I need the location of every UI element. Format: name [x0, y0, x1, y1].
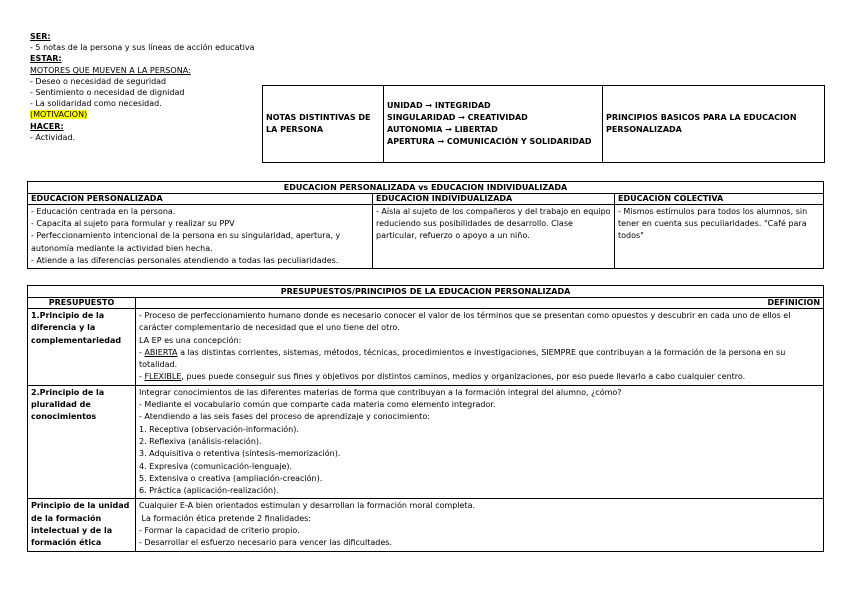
motores-item: - Deseo o necesidad de seguridad	[30, 76, 167, 86]
presupuesto-cell: 1.Principio de la diferencia y la complementariedad	[28, 309, 136, 386]
column-header: PRESUPUESTO	[28, 298, 136, 309]
motores-label: MOTORES QUE MUEVEN A LA PERSONA:	[30, 65, 191, 75]
definicion-line: 1. Receptiva (observación-información).	[139, 424, 299, 434]
hacer-label: HACER:	[30, 121, 64, 131]
column-header: EDUCACION INDIVIDUALIZADA	[373, 194, 615, 205]
personalizada-item: - Atiende a las diferencias personales atendiendo a todas las peculiaridades.	[31, 255, 339, 265]
notas-label: NOTAS DISTINTIVAS DE LA PERSONA	[263, 86, 384, 163]
presupuesto-cell: 2.Principio de la pluralidad de conocimientos	[28, 385, 136, 499]
flexible-text: , pues puede conseguir sus fines y objetivos por distintos caminos, medios y organizaciones, por eso puede llevarlo a cabo cualquier centro.	[181, 372, 746, 382]
definicion-line: Integrar conocimientos de las diferentes materias de forma que contribuyan a la formación integral del alumno, ¿cómo?	[139, 387, 622, 397]
bullet-prefix: -	[139, 372, 145, 382]
definicion-cell	[136, 309, 824, 386]
personalizada-item: - Perfeccionamiento intencional de la persona en su singularidad, apertura, y autonomía mediante la actividad bien hecha.	[31, 231, 341, 253]
motivacion-highlight: (MOTIVACION)	[30, 110, 88, 120]
principios-basicos: PRINCIPIOS BASICOS PARA LA EDUCACION PERSONALIZADA	[603, 86, 825, 163]
definicion-line: La formación ética pretende 2 finalidades:	[139, 513, 311, 523]
ser-item: - 5 notas de la persona y sus líneas de acción educativa	[30, 43, 255, 53]
notas-list	[384, 86, 603, 163]
estar-label: ESTAR:	[30, 54, 62, 64]
nota-line: APERTURA → COMUNICACIÓN Y SOLIDARIDAD	[387, 137, 592, 147]
definicion-line: - Formar la capacidad de criterio propio.	[139, 526, 300, 536]
abierta-line	[139, 347, 820, 372]
definicion-line: 5. Extensiva o creativa (ampliación-creación).	[139, 473, 323, 483]
nota-line: AUTONOMIA → LIBERTAD	[387, 125, 498, 134]
hacer-item: - Actividad.	[30, 132, 76, 142]
colectiva-cell: - Mismos estímulos para todos los alumnos, sin tener en cuenta sus peculiaridades. "Café para todos"	[615, 205, 824, 269]
intro-notes	[30, 31, 254, 143]
presupuestos-table	[27, 285, 824, 552]
notas-distintivas-table	[262, 85, 825, 163]
definicion-cell	[136, 499, 824, 551]
definicion-line: - Mediante el vocabulario común que comparte cada materia como elemento integrador.	[139, 400, 496, 410]
table-row	[28, 385, 824, 499]
bullet-prefix: -	[139, 347, 145, 357]
definicion-line: LA EP es una concepción:	[139, 335, 242, 345]
table-title: PRESUPUESTOS/PRINCIPIOS DE LA EDUCACION PERSONALIZADA	[28, 286, 824, 298]
definicion-line: - Atendiendo a las seis fases del proceso de aprendizaje y conocimiento:	[139, 412, 430, 422]
presupuesto-cell: Principio de la unidad de la formación intelectual y de la formación ética	[28, 499, 136, 551]
ser-label: SER:	[30, 32, 51, 41]
individualizada-cell: - Aísla al sujeto de los compañeros y del trabajo en equipo reduciendo sus posibilidades de desarrollo. Clase particular, refuerzo o apoyo a un niño.	[373, 205, 615, 269]
table-row	[28, 499, 824, 551]
abierta-word: ABIERTA	[144, 347, 178, 357]
definicion-line: Cualquier E-A bien orientados estimulan y desarrollan la formación moral completa.	[139, 501, 476, 511]
definicion-line: - Desarrollar el esfuerzo necesario para vencer las dificultades.	[139, 538, 392, 548]
personalizada-item: - Educación centrada en la persona.	[31, 207, 176, 216]
definicion-cell	[136, 385, 824, 499]
column-header: EDUCACION PERSONALIZADA	[28, 194, 373, 205]
personalizada-cell	[28, 205, 373, 269]
abierta-text: a las distintas corrientes, sistemas, métodos, técnicas, procedimientos e investigaciones, SIEMPRE que contribuyan a la formación de la persona en su totalidad.	[139, 347, 786, 370]
definicion-line: 3. Adquisitiva o retentiva (síntesis-memorización).	[139, 449, 341, 459]
column-header: EDUCACION COLECTIVA	[615, 194, 824, 205]
nota-line: UNIDAD → INTEGRIDAD	[387, 100, 491, 110]
definicion-line: 2. Reflexiva (análisis-relación).	[139, 436, 262, 446]
education-comparison-table	[27, 181, 824, 269]
motores-item: - Sentimiento o necesidad de dignidad	[30, 88, 185, 98]
column-header: DEFINICION	[136, 298, 824, 309]
motores-item: - La solidaridad como necesidad.	[30, 99, 162, 109]
flexible-word: FLEXIBLE	[144, 372, 182, 382]
flexible-line	[139, 371, 820, 383]
table-title: EDUCACION PERSONALIZADA vs EDUCACION INDIVIDUALIZADA	[28, 182, 824, 194]
definicion-line: 4. Expresiva (comunicación-lenguaje).	[139, 461, 293, 471]
table-row	[28, 309, 824, 386]
definicion-line: 6. Práctica (aplicación-realización).	[139, 486, 279, 496]
personalizada-item: - Capacita al sujeto para formular y realizar su PPV	[31, 219, 235, 229]
nota-line: SINGULARIDAD → CREATIVIDAD	[387, 112, 528, 122]
definicion-line: - Proceso de perfeccionamiento humano donde es necesario conocer el valor de los términos que se presentan como opuestos y descubrir en cada uno de ellos el carácter complementario de necesidad que el uno tiene del otro.	[139, 311, 791, 333]
